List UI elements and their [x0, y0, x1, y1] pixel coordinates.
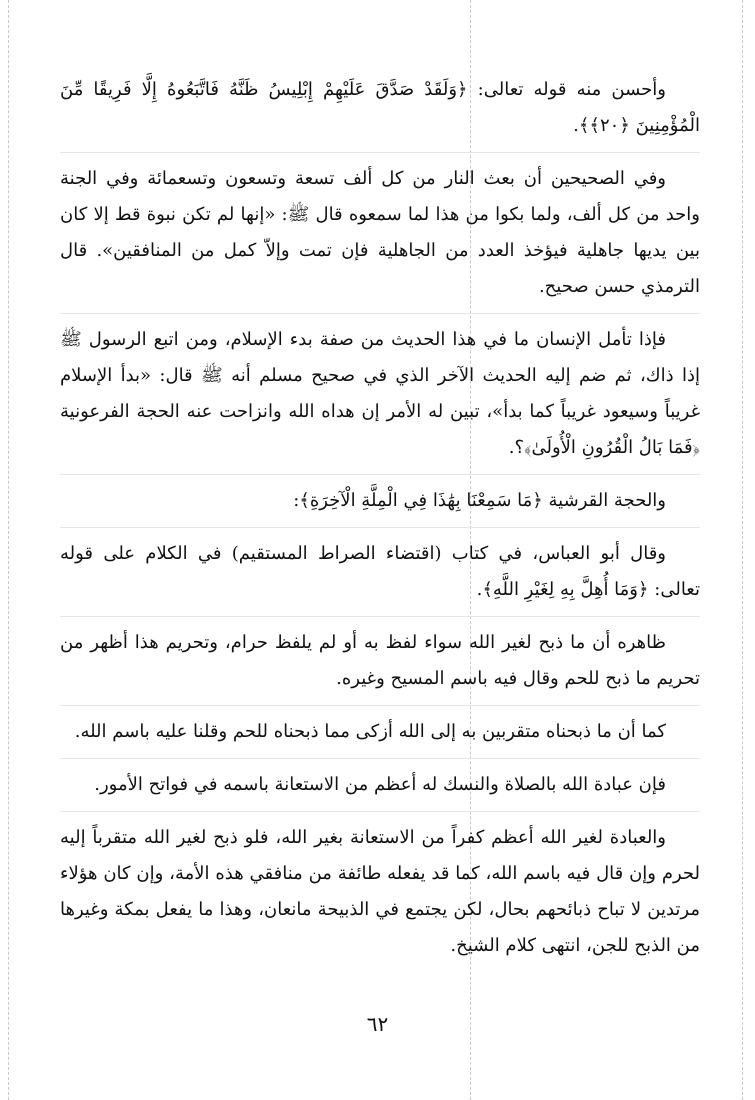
margin-guide-right	[742, 0, 743, 1100]
paragraph: وقال أبو العباس، في كتاب (اقتضاء الصراط المستقيم) في الكلام على قوله تعالى: ﴿وَمَا أُهِلَّ بِهِ لِغَيْرِ اللَّهِ﴾.	[60, 536, 700, 617]
paragraph: وأحسن منه قوله تعالى: ﴿وَلَقَدْ صَدَّقَ عَلَيْهِمْ إِبْلِيسُ ظَنَّهُ فَاتَّبَعُوهُ إِلَّا فَرِيقًا مِّنَ الْمُؤْمِنِينَ ﴿٢٠﴾﴾.	[60, 72, 700, 153]
paragraph: والحجة القرشية ﴿مَا سَمِعْنَا بِهَٰذَا فِي الْمِلَّةِ الْآخِرَةِ﴾:	[60, 483, 700, 528]
page-body	[60, 72, 700, 980]
paragraph: كما أن ما ذبحناه متقربين به إلى الله أزكى مما ذبحناه للحم وقلنا عليه باسم الله.	[60, 714, 700, 759]
page-number: ٦٢	[366, 1012, 389, 1036]
paragraph: ظاهره أن ما ذبح لغير الله سواء لفظ به أو لم يلفظ حرام، وتحريم هذا أظهر من تحريم ما ذبح للحم وقال فيه باسم المسيح وغيره.	[60, 625, 700, 706]
paragraph: فإذا تأمل الإنسان ما في هذا الحديث من صفة بدء الإسلام، ومن اتبع الرسول ﷺ إذا ذاك، ثم ضم إليه الحديث الآخر الذي في صحيح مسلم أنه ﷺ قال: «بدأ الإسلام غريباً وسيعود غريباً كما بدأ»، تبين له الأمر إن هداه الله وانزاحت عنه الحجة الفرعونية ﴿فَمَا بَالُ الْقُرُونِ الْأُولَىٰ﴾؟.	[60, 322, 700, 475]
paragraph: فإن عبادة الله بالصلاة والنسك له أعظم من الاستعانة باسمه في فواتح الأمور.	[60, 767, 700, 812]
paragraph: والعبادة لغير الله أعظم كفراً من الاستعانة بغير الله، فلو ذبح لغير الله متقرباً إليه لحرم وإن قال فيه باسم الله، كما قد يفعله طائفة من منافقي هذه الأمة، وإن كان هؤلاء مرتدين لا تباح ذبائحهم بحال، لكن يجتمع في الذبيحة مانعان، وهذا ما يفعل بمكة وغيرها من الذبح للجن، انتهى كلام الشيخ.	[60, 827, 700, 956]
margin-guide-left	[8, 0, 9, 1100]
paragraph: وفي الصحيحين أن بعث النار من كل ألف تسعة وتسعون وتسعمائة وفي الجنة واحد من كل ألف، ولما بكوا من هذا لما سمعوه قال ﷺ: «إنها لم تكن نبوة قط إلا كان بين يديها جاهلية فيؤخذ العدد من الجاهلية فإن تمت وإلاّ كمل من المنافقين». قال الترمذي حسن صحيح.	[60, 161, 700, 314]
